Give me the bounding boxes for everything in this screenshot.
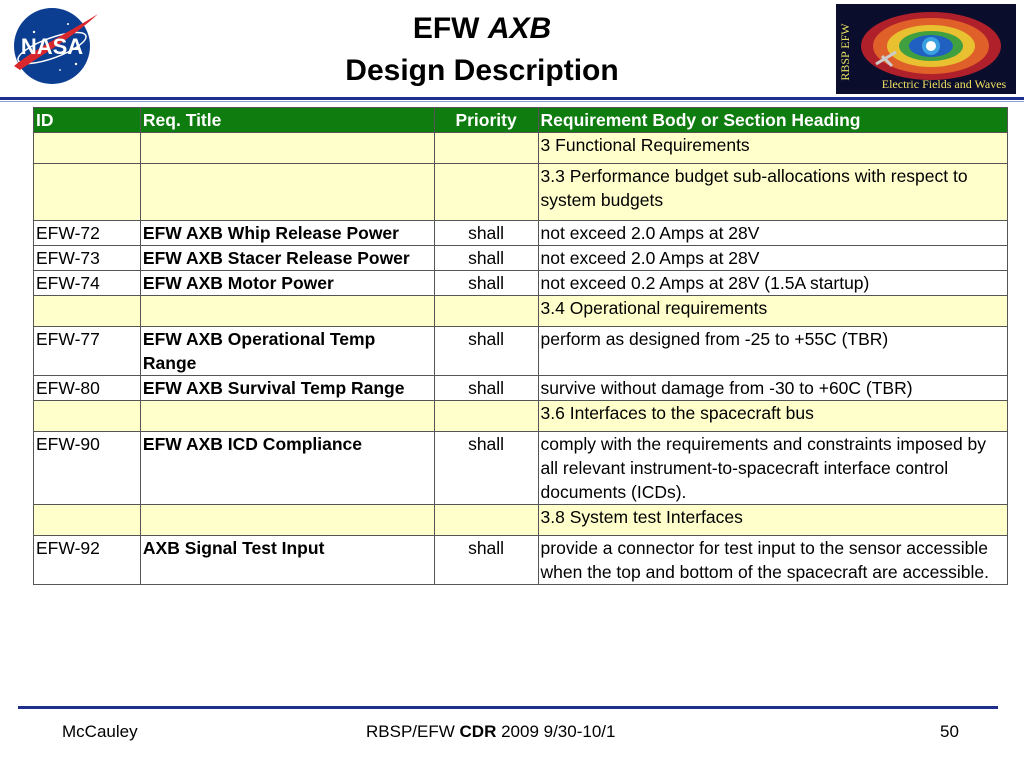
logo-side-text: RBSP EFW: [838, 23, 852, 81]
cell-priority: [434, 401, 538, 432]
section-row: [34, 505, 1008, 536]
nasa-logo-text: NASA: [20, 34, 84, 59]
rbsp-efw-logo: [836, 4, 1016, 94]
section-row: [34, 133, 1008, 164]
cell-id: EFW-90: [34, 432, 141, 505]
cell-id: [34, 296, 141, 327]
cell-id: EFW-77: [34, 327, 141, 376]
cell-id: EFW-92: [34, 536, 141, 585]
cell-title: EFW AXB Stacer Release Power: [140, 246, 434, 271]
cell-id: EFW-73: [34, 246, 141, 271]
column-header-req-title: Req. Title: [140, 108, 434, 133]
cell-priority: shall: [434, 221, 538, 246]
table-row: [34, 536, 1008, 585]
table-row: [34, 376, 1008, 401]
cell-title: EFW AXB Operational Temp Range: [140, 327, 434, 376]
table-row: [34, 271, 1008, 296]
table-row: [34, 327, 1008, 376]
cell-id: [34, 401, 141, 432]
cell-body: not exceed 2.0 Amps at 28V: [538, 221, 1007, 246]
cell-body: not exceed 2.0 Amps at 28V: [538, 246, 1007, 271]
cell-priority: [434, 133, 538, 164]
column-header-id: ID: [34, 108, 141, 133]
cell-priority: [434, 505, 538, 536]
cell-title: [140, 164, 434, 221]
slide-title-line1: EFW AXB: [412, 12, 552, 45]
cell-body: provide a connector for test input to the sensor accessible when the top and bottom of the spacecraft are accessible.: [538, 536, 1007, 585]
cell-body: not exceed 0.2 Amps at 28V (1.5A startup): [538, 271, 1007, 296]
slide-title-line2: Design Description: [345, 54, 619, 87]
cell-priority: [434, 164, 538, 221]
cell-body: comply with the requirements and constraints imposed by all relevant instrument-to-spacecraft interface control documents (ICDs).: [538, 432, 1007, 505]
cell-body: 3.8 System test Interfaces: [538, 505, 1007, 536]
footer-author: McCauley: [62, 722, 138, 741]
cell-priority: shall: [434, 271, 538, 296]
cell-priority: shall: [434, 376, 538, 401]
cell-priority: shall: [434, 246, 538, 271]
header-rule-thin: [0, 101, 1024, 102]
cell-title: [140, 133, 434, 164]
cell-priority: [434, 296, 538, 327]
cell-title: [140, 401, 434, 432]
cell-body: 3.4 Operational requirements: [538, 296, 1007, 327]
cell-id: [34, 133, 141, 164]
requirements-table: [33, 107, 1008, 585]
column-header-priority: Priority: [434, 108, 538, 133]
cell-title: EFW AXB Whip Release Power: [140, 221, 434, 246]
section-row: [34, 401, 1008, 432]
cell-id: [34, 505, 141, 536]
cell-priority: shall: [434, 327, 538, 376]
section-row: [34, 296, 1008, 327]
cell-id: [34, 164, 141, 221]
footer-page-number: 50: [940, 722, 959, 741]
logo-caption: Electric Fields and Waves: [881, 77, 1007, 91]
cell-title: EFW AXB Motor Power: [140, 271, 434, 296]
cell-title: [140, 505, 434, 536]
table-row: [34, 432, 1008, 505]
footer-rule: [18, 706, 998, 709]
footer-event: RBSP/EFW CDR 2009 9/30-10/1: [366, 722, 616, 741]
cell-priority: shall: [434, 536, 538, 585]
cell-body: survive without damage from -30 to +60C (TBR): [538, 376, 1007, 401]
cell-id: EFW-80: [34, 376, 141, 401]
cell-title: [140, 296, 434, 327]
cell-id: EFW-72: [34, 221, 141, 246]
header-rule: [0, 97, 1024, 100]
cell-body: 3.3 Performance budget sub-allocations with respect to system budgets: [538, 164, 1007, 221]
column-header-requirement-body: Requirement Body or Section Heading: [538, 108, 1007, 133]
cell-body: perform as designed from -25 to +55C (TBR): [538, 327, 1007, 376]
section-row: [34, 164, 1008, 221]
table-header-row: [34, 108, 1008, 133]
cell-title: EFW AXB Survival Temp Range: [140, 376, 434, 401]
cell-priority: shall: [434, 432, 538, 505]
cell-id: EFW-74: [34, 271, 141, 296]
cell-body: 3 Functional Requirements: [538, 133, 1007, 164]
table-row: [34, 221, 1008, 246]
cell-title: EFW AXB ICD Compliance: [140, 432, 434, 505]
table-row: [34, 246, 1008, 271]
cell-body: 3.6 Interfaces to the spacecraft bus: [538, 401, 1007, 432]
cell-title: AXB Signal Test Input: [140, 536, 434, 585]
